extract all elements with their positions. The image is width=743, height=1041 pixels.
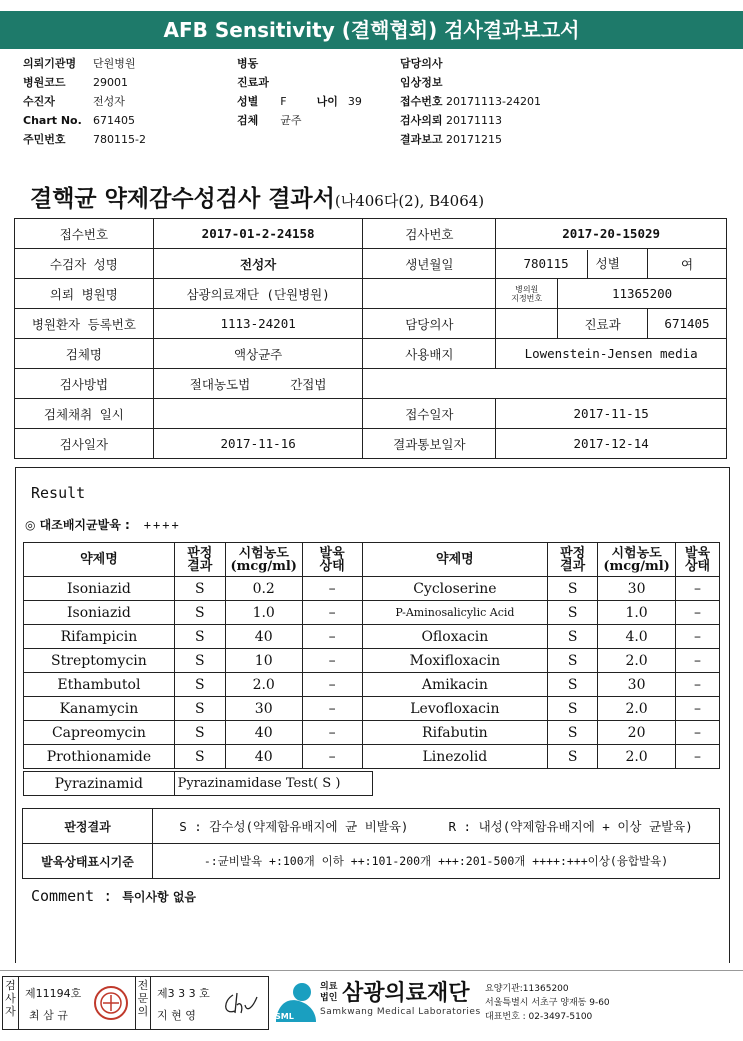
hospital-code-label <box>496 279 558 309</box>
method-empty <box>363 369 727 399</box>
judge-value: S <box>548 601 598 625</box>
age-label: 나이 <box>316 95 338 108</box>
growth-value: – <box>302 745 362 769</box>
col-judge-2: 결과 <box>187 558 213 574</box>
logo-text: SML <box>275 1012 294 1021</box>
growth-value: – <box>302 601 362 625</box>
drug-row <box>24 745 720 769</box>
header-label: Chart No. <box>23 114 82 127</box>
conc-value: 40 <box>225 745 302 769</box>
conc-value: 4.0 <box>598 625 676 649</box>
header-label: 병원코드 <box>23 76 66 89</box>
conc-value: 2.0 <box>598 745 676 769</box>
info-table <box>14 218 727 459</box>
org-contact <box>485 982 610 1024</box>
col-growth <box>302 543 362 577</box>
header-label: 진료과 <box>237 76 269 89</box>
col-growth-1: 발육 <box>319 545 345 561</box>
judge-value: S <box>174 721 225 745</box>
collect-label: 검체채취 일시 <box>15 399 154 429</box>
judge-legend-label: 판정결과 <box>23 809 153 844</box>
header-label: 임상정보 <box>400 76 443 89</box>
header-label: 수진자 <box>23 95 55 108</box>
col-growth-b2: 상태 <box>684 558 711 574</box>
header-label: 병동 <box>237 57 259 70</box>
specialist-char: 문 <box>137 992 149 1005</box>
specialist-no: 제3 3 3 호 <box>157 987 210 1000</box>
comment-label: Comment : <box>31 887 113 905</box>
growth-legend: -:균비발육 +:100개 이하 ++:101-200개 +++:201-500개 ++++:+++이상(융합발육) <box>153 844 720 879</box>
drug-row <box>24 721 720 745</box>
drug-name: Levofloxacin <box>362 697 548 721</box>
comment-text: 특이사항 없음 <box>122 890 197 904</box>
hospital-code-label-1: 병의원 <box>515 284 539 294</box>
conc-value: 2.0 <box>225 673 302 697</box>
header-label: 결과보고 <box>400 133 443 146</box>
conc-value: 40 <box>225 625 302 649</box>
medium-label: 사용배지 <box>363 339 496 369</box>
report-title <box>30 180 484 213</box>
org-english: Samkwang Medical Laboratories <box>320 1007 481 1017</box>
method-value <box>153 369 363 399</box>
header-value: F <box>280 95 287 108</box>
drug-row <box>24 625 720 649</box>
report-subtitle: (나406다(2), B4064) <box>334 192 485 210</box>
result-heading: Result <box>31 484 86 502</box>
hospital-label: 의뢰 병원명 <box>15 279 154 309</box>
judge-r: R : 내성(약제함유배지에 + 이상 균발육) <box>448 819 693 834</box>
org-prefix-1: 의료 <box>320 982 338 992</box>
col-growth-2: 상태 <box>319 558 345 574</box>
exam-no-label: 검사번호 <box>363 219 496 249</box>
drug-name: Ethambutol <box>24 673 175 697</box>
col-conc <box>225 543 302 577</box>
conc-value: 2.0 <box>598 649 676 673</box>
growth-value: – <box>676 721 720 745</box>
judge-value: S <box>174 625 225 649</box>
conc-value: 2.0 <box>598 697 676 721</box>
col-growth-b <box>676 543 720 577</box>
specialist-vertical-label <box>135 977 151 1029</box>
examiner-vertical-label <box>3 977 19 1029</box>
drug-name: Ofloxacin <box>362 625 548 649</box>
comment <box>31 886 196 905</box>
header-col2 <box>237 54 387 130</box>
control-value: ++++ <box>143 518 181 532</box>
notify-date: 2017-12-14 <box>496 429 727 459</box>
header-label: 접수번호 <box>400 95 443 108</box>
growth-value: – <box>676 601 720 625</box>
dept-value: 671405 <box>648 309 727 339</box>
drug-name: P-Aminosalicylic Acid <box>362 601 548 625</box>
exam-date-label: 검사일자 <box>15 429 154 459</box>
examiner-char: 사 <box>5 992 16 1005</box>
exam-no: 2017-20-15029 <box>496 219 727 249</box>
doctor-value <box>496 309 558 339</box>
hospital-cell-gap <box>363 279 496 309</box>
notify-label: 결과통보일자 <box>363 429 496 459</box>
col-conc-b <box>598 543 676 577</box>
drug-name: Rifampicin <box>24 625 175 649</box>
org-address: 서울특별시 서초구 양재동 9-60 <box>485 998 610 1008</box>
judge-value: S <box>174 601 225 625</box>
drug-row <box>24 649 720 673</box>
header-label: 검사의뢰 <box>400 114 443 127</box>
method-label: 검사방법 <box>15 369 154 399</box>
patient-label: 수검자 성명 <box>15 249 154 279</box>
growth-value: – <box>676 697 720 721</box>
growth-value: – <box>676 625 720 649</box>
col-conc-b1: 시험농도 <box>611 545 662 561</box>
header-col3 <box>400 54 600 149</box>
drug-name: Kanamycin <box>24 697 175 721</box>
control-growth <box>25 516 181 533</box>
judge-value: S <box>174 745 225 769</box>
conc-value: 30 <box>598 673 676 697</box>
col-judge-1: 판정 <box>187 545 213 561</box>
col-judge-b1: 판정 <box>560 545 586 561</box>
drug-name: Streptomycin <box>24 649 175 673</box>
header-value: 20171113-24201 <box>446 95 541 108</box>
reg-no-label: 병원환자 등록번호 <box>15 309 154 339</box>
hospital-code-label-2: 지정번호 <box>511 293 543 303</box>
control-label: ◎ 대조배지균발육 : <box>25 518 130 532</box>
drug-name: Isoniazid <box>24 577 175 601</box>
pza-table <box>23 771 373 796</box>
collect-value <box>153 399 363 429</box>
conc-value: 30 <box>598 577 676 601</box>
drug-table <box>23 542 720 769</box>
dept-label: 진료과 <box>558 309 648 339</box>
drug-name: Moxifloxacin <box>362 649 548 673</box>
header-value: 29001 <box>93 76 128 89</box>
judge-value: S <box>174 673 225 697</box>
header-value: 전성자 <box>93 95 125 108</box>
specimen-value: 액상균주 <box>153 339 363 369</box>
specialist-name: 지 현 영 <box>157 1009 196 1022</box>
conc-value: 1.0 <box>225 601 302 625</box>
footer-divider <box>0 970 743 971</box>
reg-no: 1113-24201 <box>153 309 363 339</box>
header-value: 단원병원 <box>93 57 136 70</box>
conc-value: 40 <box>225 721 302 745</box>
growth-value: – <box>676 649 720 673</box>
judge-value: S <box>174 649 225 673</box>
growth-value: – <box>302 673 362 697</box>
examiner-stamp <box>93 985 129 1021</box>
org-name: 삼광의료재단 <box>342 981 470 1006</box>
header-label: 검체 <box>237 114 259 127</box>
examiner-name: 최 삼 규 <box>29 1009 68 1022</box>
header-label: 의뢰기관명 <box>23 57 77 70</box>
header-value: 20171113 <box>446 114 503 127</box>
drug-name: Prothionamide <box>24 745 175 769</box>
hospital-name: 삼광의료재단 (단원병원) <box>153 279 363 309</box>
conc-value: 30 <box>225 697 302 721</box>
col-conc-b2: (mcg/ml) <box>603 558 670 574</box>
pza-test: Pyrazinamidase Test( S ) <box>174 772 372 796</box>
drug-name: Rifabutin <box>362 721 548 745</box>
org-code: 요양기관:11365200 <box>485 984 569 994</box>
header-label: 담당의사 <box>400 57 443 70</box>
report-title-text: 결핵균 약제감수성검사 결과서 <box>30 185 335 212</box>
judge-value: S <box>548 721 598 745</box>
sex-value: 여 <box>648 249 727 279</box>
drug-name: Linezolid <box>362 745 548 769</box>
conc-value: 20 <box>598 721 676 745</box>
method-2: 간접법 <box>290 376 327 392</box>
drug-row <box>24 601 720 625</box>
received-value: 2017-11-15 <box>496 399 727 429</box>
hospital-code: 11365200 <box>558 279 727 309</box>
org-phone: 대표번호 : 02-3497-5100 <box>485 1012 593 1022</box>
col-drug-2: 약제명 <box>362 543 548 577</box>
drug-row <box>24 577 720 601</box>
col-judge-b2: 결과 <box>560 558 586 574</box>
dob-value <box>496 249 648 279</box>
judge-value: S <box>548 697 598 721</box>
col-growth-b1: 발육 <box>684 545 711 561</box>
header-value: 780115-2 <box>93 133 146 146</box>
col-judge <box>174 543 225 577</box>
judge-s: S : 감수성(약제함유배지에 균 비발육) <box>179 819 409 834</box>
col-conc-1: 시험농도 <box>238 545 289 561</box>
method-1: 절대농도법 <box>189 376 251 392</box>
drug-name: Isoniazid <box>24 601 175 625</box>
medium-value: Lowenstein-Jensen media <box>496 339 727 369</box>
specimen-label: 검체명 <box>15 339 154 369</box>
col-judge-b <box>548 543 598 577</box>
header-value: 20171215 <box>446 133 503 146</box>
judge-value: S <box>548 673 598 697</box>
specialist-char: 전 <box>137 979 149 992</box>
signature-box <box>2 976 269 1030</box>
reception-no: 2017-01-2-24158 <box>153 219 363 249</box>
growth-value: – <box>302 721 362 745</box>
received-label: 접수일자 <box>363 399 496 429</box>
growth-legend-label: 발육상태표시기준 <box>23 844 153 879</box>
patient-name: 전성자 <box>153 249 363 279</box>
drug-row <box>24 697 720 721</box>
sex-label: 성별 <box>587 250 620 278</box>
dob-label: 생년월일 <box>363 249 496 279</box>
conc-value: 1.0 <box>598 601 676 625</box>
pza-drug: Pyrazinamid <box>24 772 175 796</box>
conc-value: 10 <box>225 649 302 673</box>
examiner-no: 제11194호 <box>25 987 82 1000</box>
drug-name: Amikacin <box>362 673 548 697</box>
age-value: 39 <box>347 95 362 108</box>
growth-value: – <box>676 745 720 769</box>
drug-rows <box>24 577 720 769</box>
legend-table <box>22 808 720 879</box>
dob-text: 780115 <box>523 255 569 271</box>
judge-value: S <box>548 577 598 601</box>
growth-value: – <box>676 673 720 697</box>
judge-value: S <box>174 577 225 601</box>
exam-date: 2017-11-16 <box>153 429 363 459</box>
drug-name: Capreomycin <box>24 721 175 745</box>
specialist-signature <box>221 987 261 1019</box>
header-label: 주민번호 <box>23 133 66 146</box>
drug-name: Cycloserine <box>362 577 548 601</box>
examiner-char: 자 <box>5 1005 16 1018</box>
org-prefix <box>320 982 337 1004</box>
header-value: 671405 <box>93 114 135 127</box>
col-drug: 약제명 <box>24 543 175 577</box>
judge-value: S <box>548 745 598 769</box>
growth-value: – <box>676 577 720 601</box>
judge-legend <box>153 809 720 844</box>
judge-value: S <box>548 625 598 649</box>
report-banner: AFB Sensitivity (결핵협회) 검사결과보고서 <box>0 11 743 49</box>
growth-value: – <box>302 649 362 673</box>
examiner-char: 검 <box>5 979 16 992</box>
reception-no-label: 접수번호 <box>15 219 154 249</box>
drug-row <box>24 673 720 697</box>
org-prefix-2: 법인 <box>320 993 338 1003</box>
conc-value: 0.2 <box>225 577 302 601</box>
growth-value: – <box>302 625 362 649</box>
growth-value: – <box>302 697 362 721</box>
growth-value: – <box>302 577 362 601</box>
doctor-label: 담당의사 <box>363 309 496 339</box>
judge-value: S <box>548 649 598 673</box>
header-value: 균주 <box>280 114 302 127</box>
header-label: 성별 <box>237 95 259 108</box>
specialist-char: 의 <box>137 1005 149 1018</box>
col-conc-2: (mcg/ml) <box>230 558 297 574</box>
judge-value: S <box>174 697 225 721</box>
